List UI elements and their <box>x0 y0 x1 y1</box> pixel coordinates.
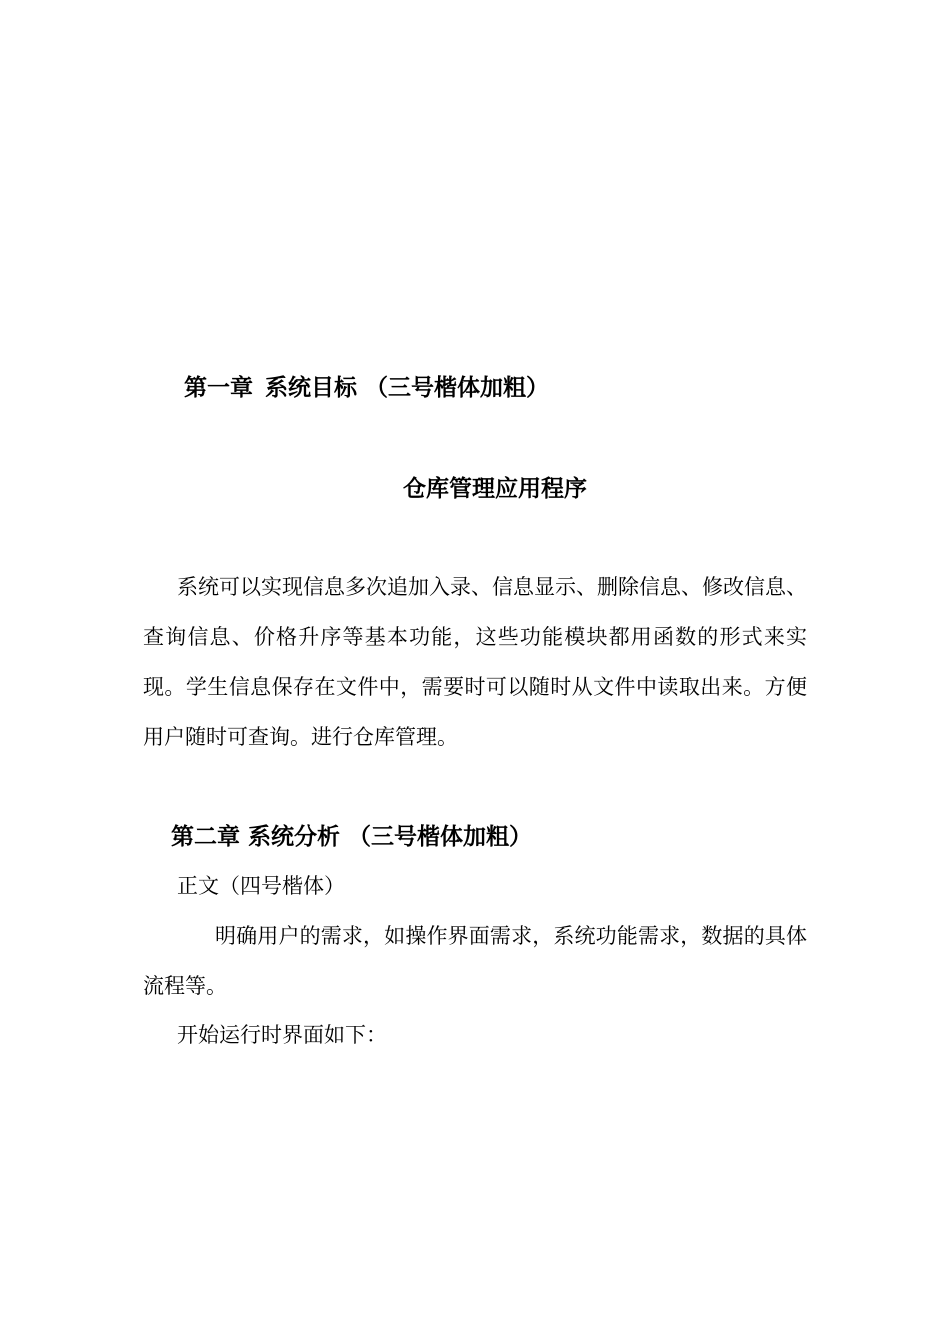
intro-paragraph: 系统可以实现信息多次追加入录、信息显示、删除信息、修改信息、查询信息、价格升序等基本功能，这些功能模块都用函数的形式来实现。学生信息保存在文件中，需要时可以随时从文件中读取出来。方便用户随时可查询。进行仓库管理。 <box>143 575 807 749</box>
chapter1-number: 第一章 <box>184 374 253 401</box>
app-title: 仓库管理应用程序 <box>403 476 587 502</box>
chapter1-title: 系统目标 （三号楷体加粗） <box>265 375 550 401</box>
body-font-note: 正文（四号楷体） <box>177 874 345 898</box>
ui-intro-line: 开始运行时界面如下： <box>177 1023 387 1047</box>
requirements-paragraph: 明确用户的需求，如操作界面需求，系统功能需求，数据的具体流程等。 <box>143 924 807 998</box>
chapter2-heading: 第二章 系统分析 （三号楷体加粗） <box>171 824 533 850</box>
chapter1-heading <box>184 373 549 403</box>
